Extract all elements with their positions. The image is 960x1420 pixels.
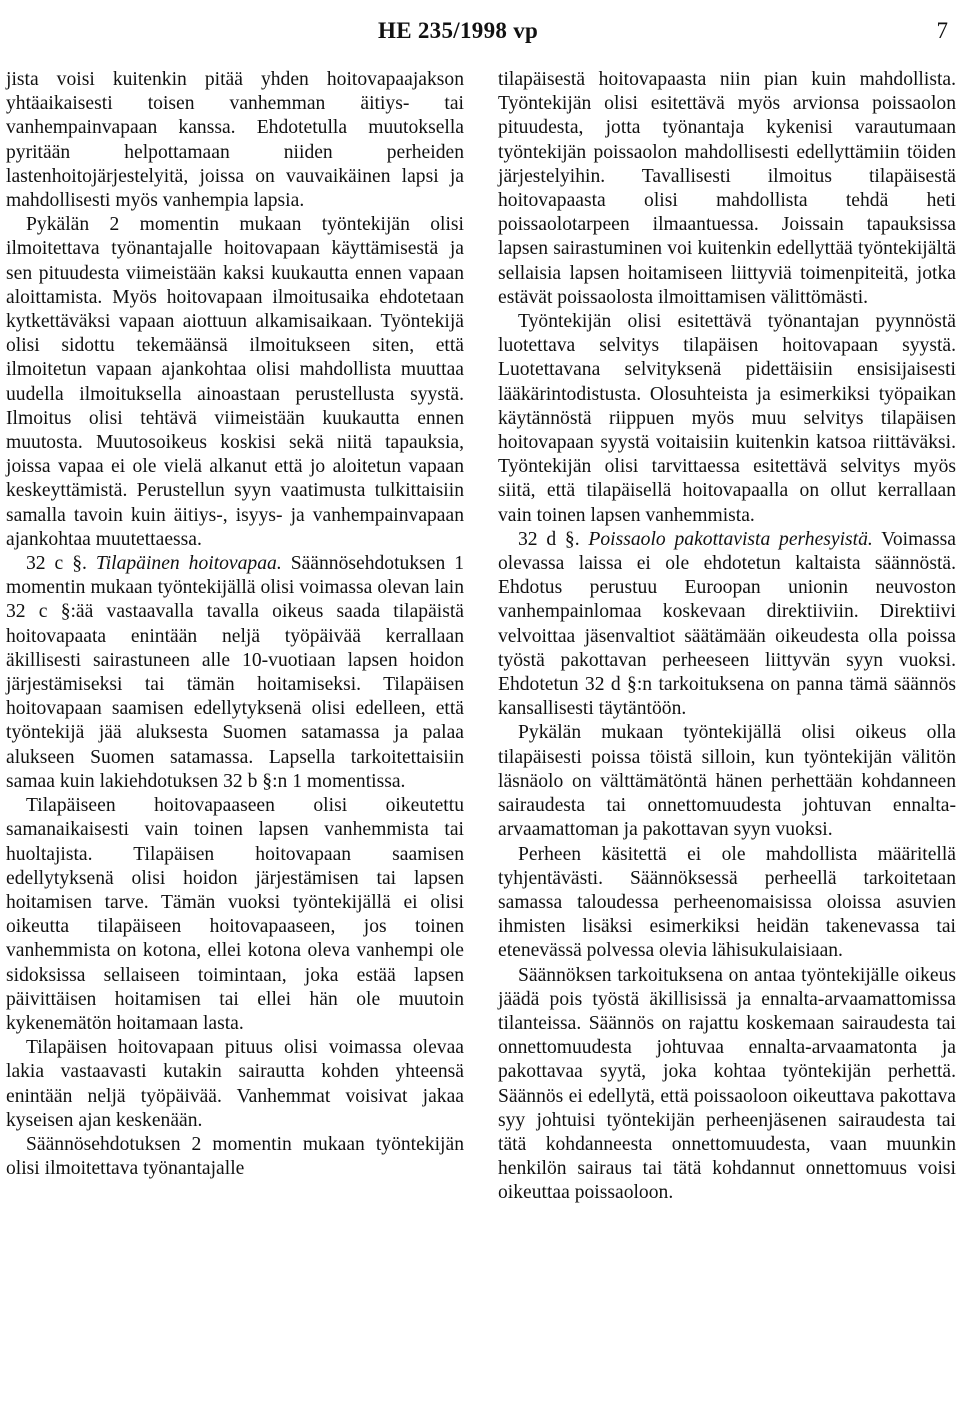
paragraph: Pykälän 2 momentin mukaan työntekijän olisi ilmoitettava työnantajalle hoitovapaan käyttämisestä ja sen pituudesta viimeistään kaksi kuukautta ennen vapaan aloittamista. Myös hoitovapaan ilmoitusaika ehdotetaan kytkettäväksi vapaan aiottuun alkamisaikaan. Työntekijä olisi sidottu tekemäänsä ilmoitukseen siten, että ilmoitetun vapaan ajankohtaa olisi mahdollista muuttaa uudella ilmoituksella ainoastaan perustellusta syystä. Ilmoitus olisi tehtävä viimeistään kuukautta ennen muutosta. Muutosoikeus koskisi sekä niitä tapauksia, joissa vapaa ei ole vielä alkanut että jo aloitetun vapaan keskeyttämistä. Perustellun syyn vaatimusta tulkittaisiin samalla tavoin kuin äitiys-, isyys- ja vanhempainvapaan ajankohtaa muutettaessa. (6, 214, 464, 550)
paragraph: Työntekijän olisi esitettävä työnantajan pyynnöstä luotettava selvitys tilapäisen hoitovapaan syystä. Luotettavana selvityksenä pidettäisiin ensisijaisesti lääkärintodistusta. Olosuhteista ja esimerkiksi työpaikan käytännöstä riippuen myös muu selvitys tilapäisen hoitovapaan syystä voitaisiin kuitenkin katsoa riittäväksi. Työntekijän olisi tarvittaessa esitettävä selvitys myös siitä, että tilapäisellä hoitovapaalla on ollut kerrallaan vain toinen lapsen vanhemmista. (498, 311, 956, 526)
section-number: 32 d §. (518, 528, 580, 550)
page-header (0, 18, 960, 48)
paragraph: jista voisi kuitenkin pitää yhden hoitovapaajakson yhtäaikaisesti toisen vanhemman äitiys- tai vanhempainvapaan kanssa. Ehdotetulla muutoksella pyritään helpottamaan niiden perheiden lastenhoitojärjestelyitä, joissa on vauvaikäinen lapsi ja mahdollisesti myös vanhempia lapsia. (6, 69, 464, 212)
page-number: 7 (936, 18, 948, 43)
section-paragraph (498, 528, 956, 722)
paragraph: Perheen käsitettä ei ole mahdollista määritellä tyhjentävästi. Säännöksessä perheellä tarkoitetaan samassa taloudessa perheenomaisissa oloissa asuvien ihmisten lisäksi esimerkiksi heidän takenevassa tai etenevässä polvessa olevia lähisukulaisiaan. (498, 843, 956, 962)
section-title: Tilapäinen hoitovapaa. (95, 553, 282, 575)
section-body: Säännösehdotuksen 1 momentin mukaan työntekijällä olisi voimassa olevan lain 32 c §:ää vastaavalla tavalla oikeus saada tilapäistä hoitovapaata enintään neljä työpäivää kerrallaan äkillisesti sairastuneen alle 10-vuotiaan lapsen hoidon järjestämiseksi tai tämän hoitamiseksi. Tilapäisen hoitovapaan saamisen edellytyksenä olisi edelleen, että työntekijä jää aluksesta Suomen satamassa ja palaa alukseen Suomen satamassa. Lapsella tarkoitettaisiin samaa kuin lakiehdotuksen 32 b §:n 1 momentissa. (6, 553, 465, 792)
document-identifier: HE 235/1998 vp (378, 18, 539, 43)
section-paragraph (6, 552, 464, 794)
paragraph: Pykälän mukaan työntekijällä olisi oikeus olla tilapäisesti poissa töistä silloin, kun työntekijän välitön läsnäolo on välttämätöntä hänen perhettään kohdanneen sairaudesta tai onnettomuudesta johtuvan ennalta-arvaamattoman ja pakottavan syyn vuoksi. (498, 722, 956, 841)
paragraph: Tilapäiseen hoitovapaaseen olisi oikeutettu samanaikaisesti vain toinen lapsen vanhemmista tai huoltajista. Tilapäisen hoitovapaan saamisen edellytyksenä olisi hoidon järjestämisen tai lapsen hoitamisen tarve. Tämän vuoksi työntekijällä ei olisi oikeutta tilapäiseen hoitovapaaseen, jos toinen vanhemmista on kotona, ellei kotona oleva vanhempi ole sidoksissa sellaiseen toimintaan, joka estää lapsen päivittäisen hoitamisen tai ellei hän ole muutoin kykenemätön hoitamaan lasta. (6, 795, 464, 1034)
paragraph: Säännösehdotuksen 2 momentin mukaan työntekijän olisi ilmoitettava työnantajalle (6, 1133, 464, 1180)
paragraph: Tilapäisen hoitovapaan pituus olisi voimassa olevaa lakia vastaavasti kutakin sairautta kohden yhteensä enintään neljä työpäivää. Vanhemmat voisivat jakaa kyseisen ajan keskenään. (6, 1037, 464, 1131)
right-column (498, 68, 956, 1206)
paragraph: Säännöksen tarkoituksena on antaa työntekijälle oikeus jäädä pois työstä äkillisissä ja ennalta-arvaamattomissa tilanteissa. Säännös on rajattu koskemaan sairaudesta tai onnettomuudesta johtuvaa ennalta-arvaamatonta ja pakottavaa syytä, joka kohtaa työntekijän perhettä. Säännös ei edellytä, että poissaoloon oikeuttava pakottava syy johtuisi työntekijän perheenjäsenen sairaudesta tai tätä kohdanneesta onnettomuudesta, vaan muunkin henkilön sairaus tai tätä kohdannut onnettomuus voisi oikeuttaa poissaoloon. (498, 964, 956, 1204)
section-title: Poissaolo pakottavista perhesyistä. (588, 528, 873, 550)
section-number: 32 c §. (26, 553, 87, 575)
paragraph: tilapäisestä hoitovapaasta niin pian kuin mahdollista. Työntekijän olisi esitettävä myös arvionsa poissaolon pituudesta, jotta työnantaja kykenisi varautumaan työntekijän poissaolon mahdollisesti edellyttämiin töiden järjestelyihin. Tavallisesti ilmoitus tilapäisestä hoitovapaasta olisi mahdollista tehdä heti poissaolotarpeen ilmaantuessa. Joissain tapauksissa lapsen sairastuminen voi kuitenkin edellyttää työntekijältä sellaisia lapsen hoitamiseen liittyviä toimenpiteitä, jotka estävät poissaolosta ilmoittamisen välittömästi. (498, 69, 956, 308)
left-column (6, 68, 464, 1181)
section-body: Voimassa olevassa laissa ei ole ehdotetun kaltaista säännöstä. Ehdotus perustuu Euroopan unionin neuvoston vanhempainlomaa koskevaan direktiiviin. Direktiivi velvoittaa jäsenvaltiot säätämään oikeudesta olla poissa työstä pakottavan perheeseen liittyvän syyn vuoksi. Ehdotetun 32 d §:n tarkoituksena on panna tämä säännös kansallisesti täytäntöön. (498, 528, 956, 720)
